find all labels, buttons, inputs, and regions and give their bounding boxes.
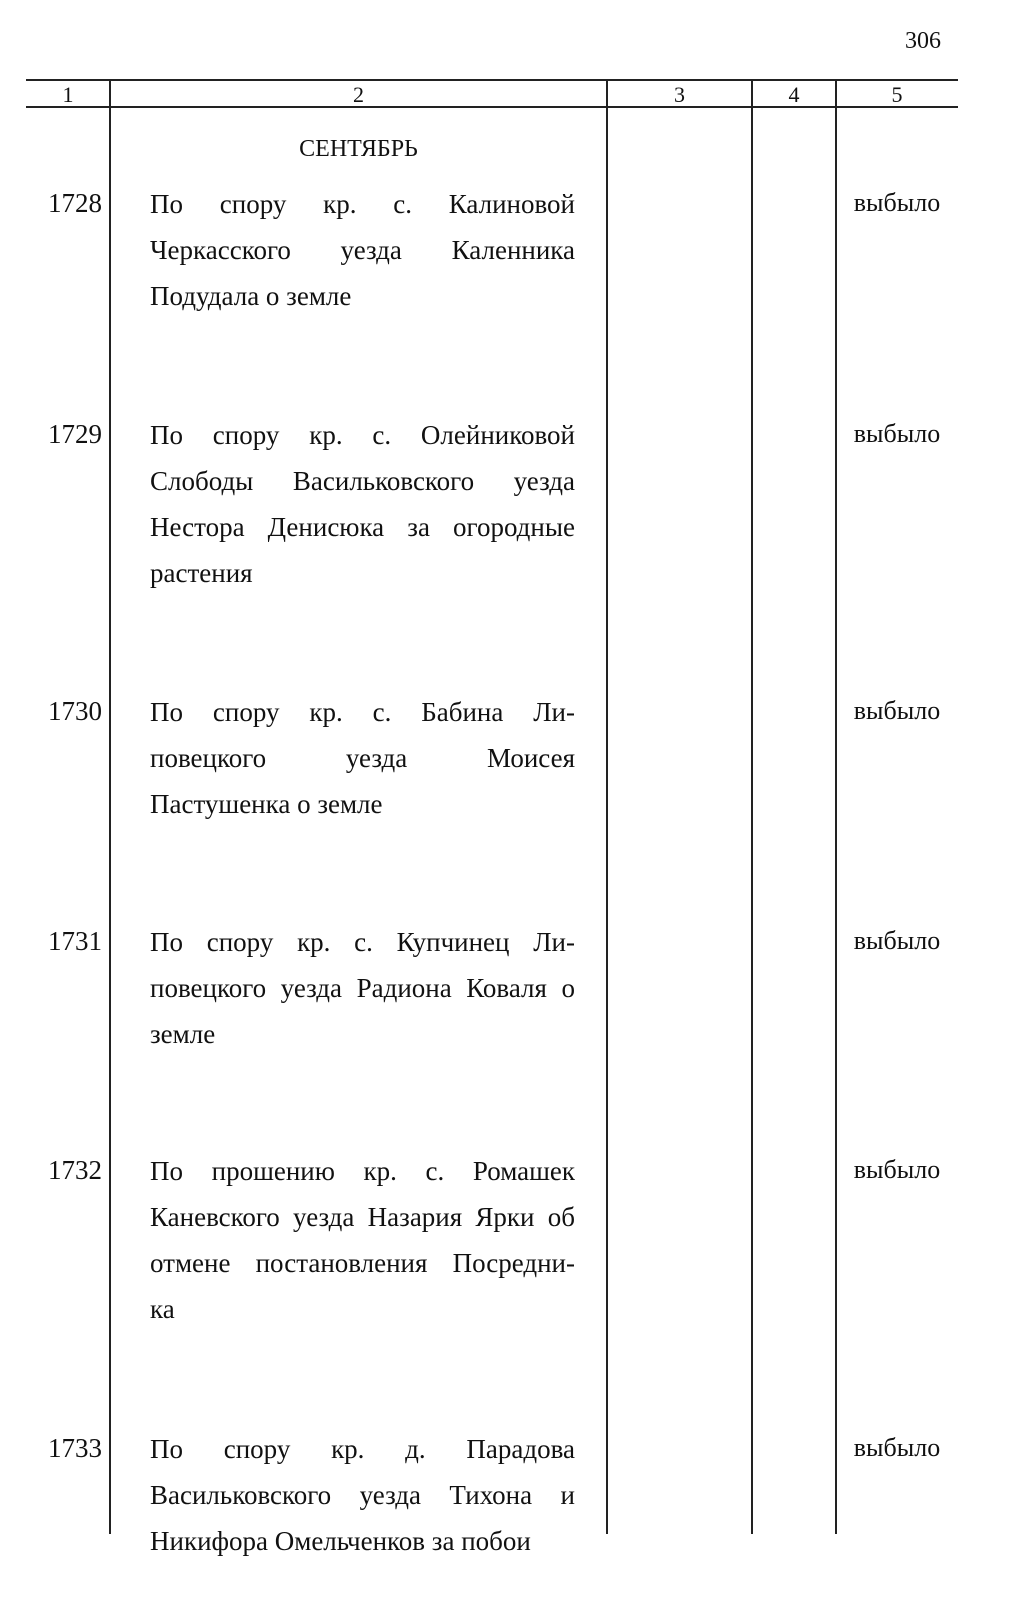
entry-text-line: По спору кр. с. Калиновой [150,189,575,219]
entry-text-line: Пастушенка о земле [150,789,383,819]
entry-text-line: отмене постановления Посредни- [150,1248,575,1278]
table-top-rule [26,79,958,81]
entry-text-line: растения [150,558,253,588]
column-header-3: 3 [674,82,685,107]
entry-number: 1729 [48,419,102,449]
entry-status: выбыло [853,1433,941,1462]
entry-text-line: Черкасского уезда Каленника [150,235,575,265]
entry-status: выбыло [853,696,941,725]
entry-text-line: ка [150,1294,175,1324]
entry-text-line: Каневского уезда Назария Ярки об [150,1202,575,1232]
entry-text-line: Слободы Васильковского уезда [150,466,575,496]
entry-status: выбыло [853,1155,941,1184]
column-divider-3 [751,80,753,1534]
entry-text-line: Никифора Омельченков за побои [150,1526,531,1556]
entry-text-line: По спору кр. с. Бабина Ли- [150,697,575,727]
entry-number: 1731 [48,926,102,956]
entry-text-line: По спору кр. д. Парадова [150,1434,575,1464]
column-header-5: 5 [891,82,903,107]
entry-text-line: земле [150,1019,216,1049]
entry-text-line: повецкого уезда Моисея [150,743,575,773]
column-header-1: 1 [62,82,74,107]
column-header-4: 4 [788,82,800,107]
column-header-2: 2 [353,82,364,107]
entry-text-line: Нестора Денисюка за огородные [150,512,575,542]
section-heading: СЕНТЯБРЬ [299,136,418,162]
entry-status: выбыло [853,419,941,448]
entry-description [150,181,575,319]
entry-number: 1730 [48,696,102,726]
entry-description [150,412,575,596]
entry-text-line: По спору кр. с. Купчинец Ли- [150,927,575,957]
entry-number: 1733 [48,1433,102,1463]
entry-description [150,689,575,827]
entry-status: выбыло [853,926,941,955]
page-number: 306 [905,28,941,54]
entry-description [150,919,575,1057]
entry-text-line: По спору кр. с. Олейниковой [150,420,575,450]
entry-number: 1728 [48,188,102,218]
entry-description [150,1426,575,1564]
entry-text-line: повецкого уезда Радиона Коваля о [150,973,575,1003]
column-divider-2 [606,80,608,1534]
entry-text-line: Подудала о земле [150,281,352,311]
column-divider-1 [109,80,111,1534]
entry-description [150,1148,575,1332]
entry-text-line: По прошению кр. с. Ромашек [150,1156,575,1186]
entry-text-line: Васильковского уезда Тихона и [150,1480,575,1510]
entry-number: 1732 [48,1155,102,1185]
entry-status: выбыло [853,188,941,217]
column-divider-4 [835,80,837,1534]
